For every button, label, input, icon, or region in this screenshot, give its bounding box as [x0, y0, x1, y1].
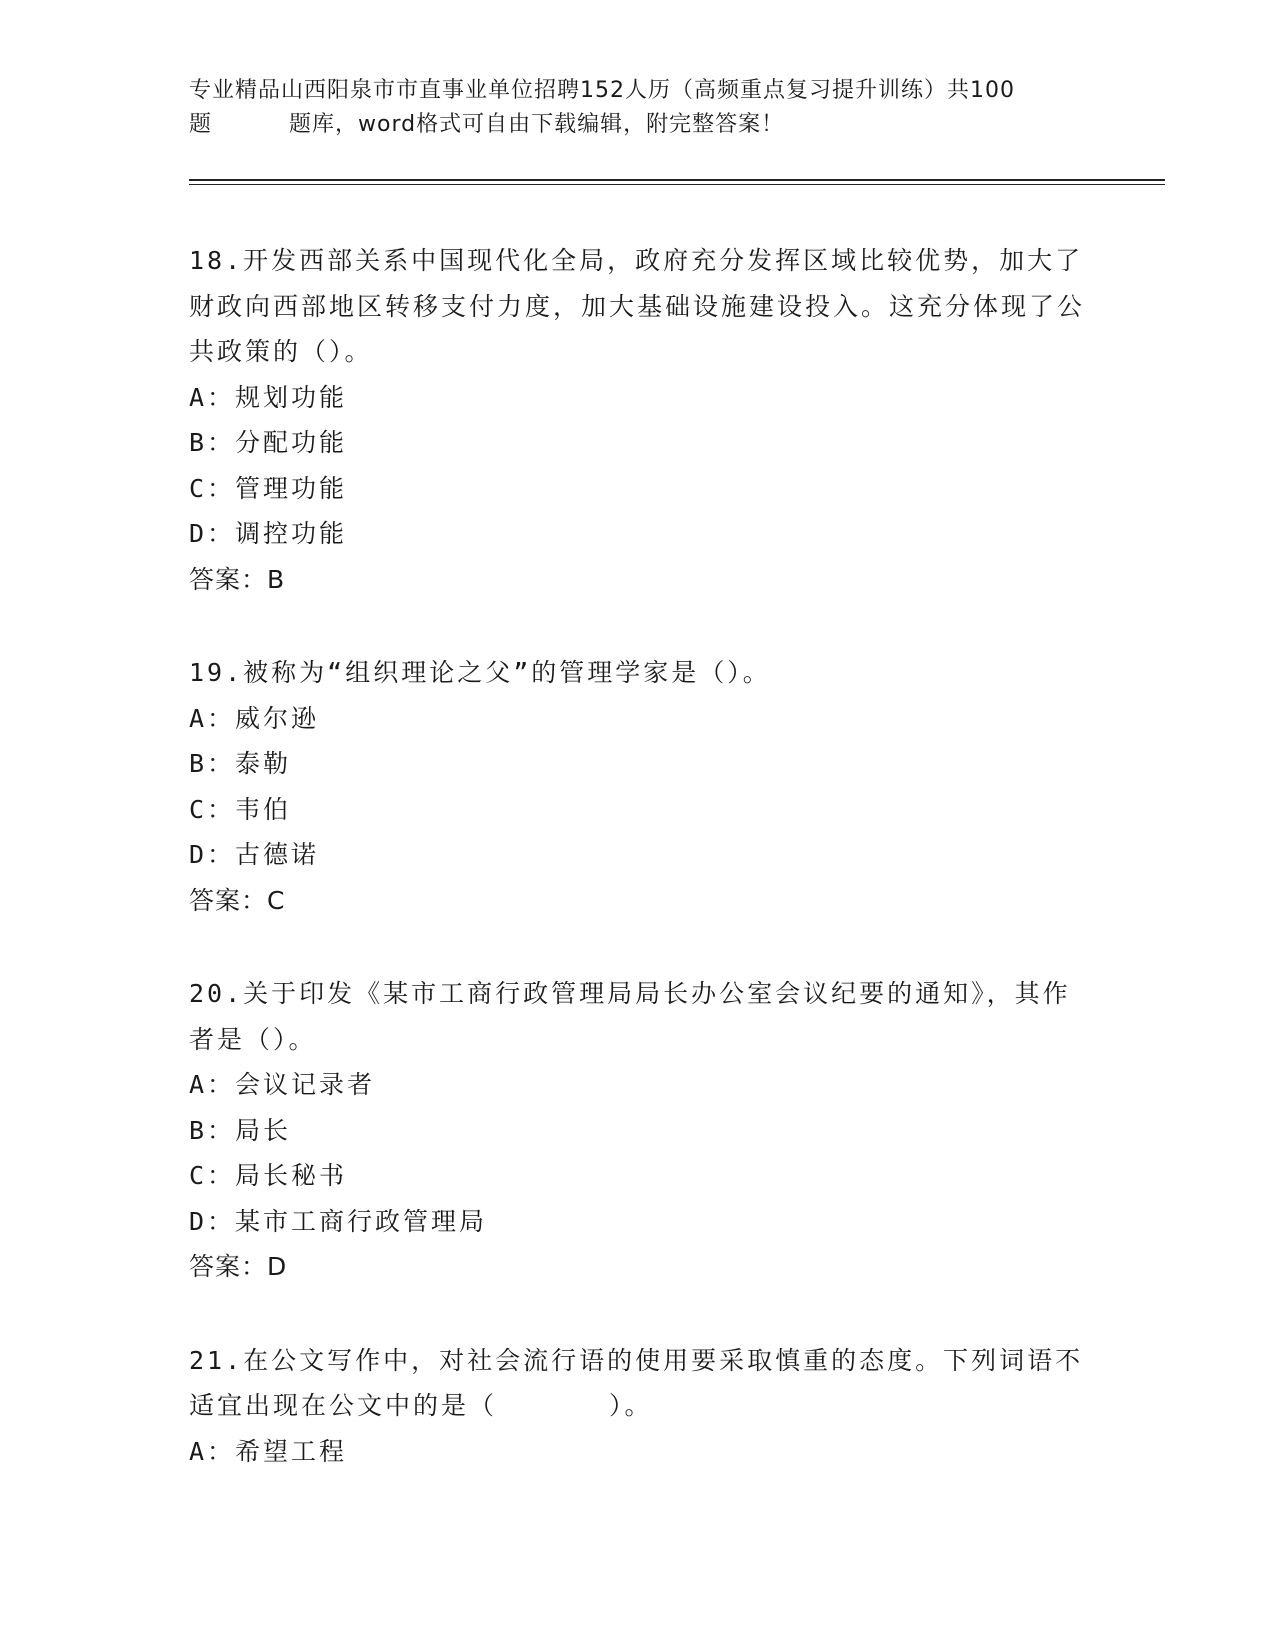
question-21 — [189, 1338, 1089, 1475]
option-c: C：局长秘书 — [189, 1161, 348, 1190]
question-20 — [189, 971, 1089, 1290]
header-line-2-first: 题 — [189, 112, 213, 137]
answer-line: 答案：B — [189, 564, 286, 594]
question-text: 18.开发西部关系中国现代化全局，政府充分发挥区域比较优势，加大了财政向西部地区转移支付力度，加大基础设施建设投入。这充分体现了公共政策的（）。 — [189, 246, 1086, 366]
header-line-2-rest: 题库，word格式可自由下载编辑，附完整答案！ — [289, 112, 785, 137]
option-b: B：泰勒 — [189, 749, 292, 778]
option-b: B：局长 — [189, 1115, 292, 1145]
answer-line: 答案：D — [189, 1252, 288, 1281]
question-text: 19.被称为“组织理论之父”的管理学家是（）。 — [189, 658, 771, 687]
question-19 — [189, 650, 1089, 923]
question-list — [189, 238, 1089, 1522]
option-a: A：希望工程 — [189, 1436, 348, 1466]
header-divider-thin — [189, 184, 1165, 185]
option-a: A：威尔逊 — [189, 703, 320, 733]
option-c: C：韦伯 — [189, 794, 292, 824]
answer-line: 答案：C — [189, 885, 286, 915]
option-b: B：分配功能 — [189, 428, 348, 457]
question-text: 21.在公文写作中，对社会流行语的使用要采取慎重的态度。下列词语不适宜出现在公文中的是（ ）。 — [189, 1345, 1084, 1420]
header-line-1: 专业精品山西阳泉市市直事业单位招聘152人历（高频重点复习提升训练）共100 — [189, 78, 1015, 103]
question-text: 20.关于印发《某市工商行政管理局局长办公室会议纪要的通知》，其作者是（）。 — [189, 979, 1071, 1054]
option-a: A：会议记录者 — [189, 1070, 376, 1099]
header-line-2 — [189, 108, 1089, 142]
header-divider-thick — [189, 179, 1165, 181]
option-a: A：规划功能 — [189, 382, 348, 412]
option-d: D：调控功能 — [189, 519, 348, 548]
option-d: D：古德诺 — [189, 840, 320, 869]
option-d: D：某市工商行政管理局 — [189, 1206, 488, 1236]
question-18 — [189, 238, 1089, 602]
option-c: C：管理功能 — [189, 473, 348, 503]
document-header — [189, 74, 1089, 142]
